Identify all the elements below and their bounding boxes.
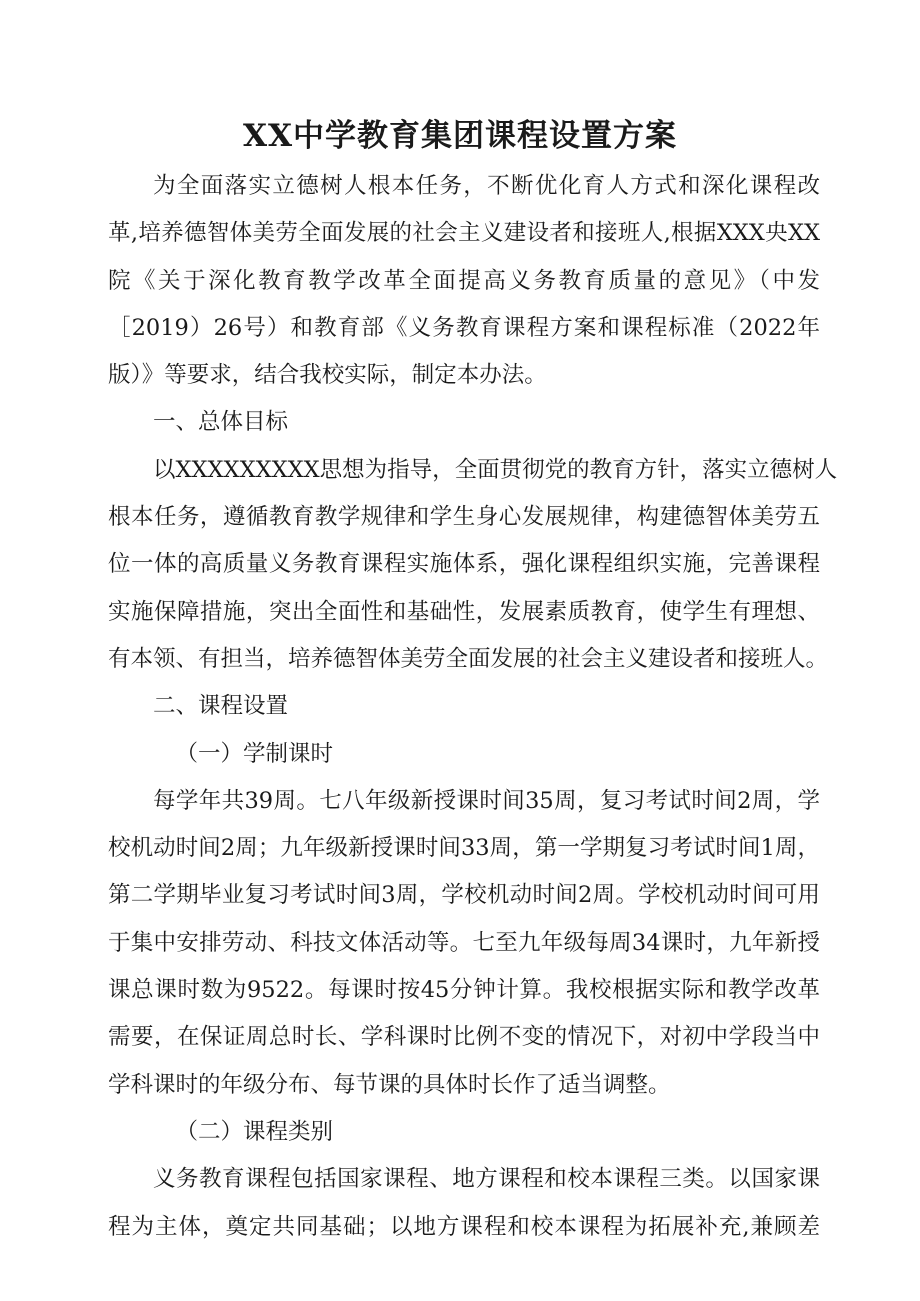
paragraph-line: 院《关于深化教育教学改革全面提高义务教育质量的意见》（中发 bbox=[108, 267, 820, 294]
subsection-heading-categories: （二）课程类别 bbox=[175, 1118, 334, 1145]
intro-paragraph bbox=[108, 163, 820, 399]
document-body bbox=[108, 163, 838, 1251]
paragraph-line: ［2019）26号）和教育部《义务教育课程方案和课程标准（2022年 bbox=[108, 314, 820, 341]
paragraph-line: 位一体的高质量义务教育课程实施体系，强化课程组织实施，完善课程 bbox=[108, 551, 820, 578]
paragraph-line: 需要，在保证周总时长、学科课时比例不变的情况下，对初中学段当中 bbox=[108, 1024, 820, 1051]
paragraph-line: 校机动时间2周；九年级新授课时间33周，第一学期复习考试时间1周， bbox=[108, 835, 820, 862]
paragraph-line: 第二学期毕业复习考试时间3周，学校机动时间2周。学校机动时间可用 bbox=[108, 882, 820, 909]
schedule-paragraph bbox=[108, 778, 820, 1109]
section-heading-courses: 二、课程设置 bbox=[153, 693, 289, 720]
section-heading-goals: 一、总体目标 bbox=[153, 409, 289, 436]
goals-paragraph bbox=[108, 447, 838, 683]
paragraph-line: 革,培养德智体美劳全面发展的社会主义建设者和接班人,根据XXX央XX bbox=[108, 220, 820, 247]
paragraph-line: 实施保障措施，突出全面性和基础性，发展素质教育，使学生有理想、 bbox=[108, 598, 820, 625]
paragraph-line: 程为主体，奠定共同基础；以地方课程和校本课程为拓展补充,兼顾差 bbox=[108, 1213, 820, 1240]
paragraph-line: 有本领、有担当，培养德智体美劳全面发展的社会主义建设者和接班人。 bbox=[108, 645, 829, 672]
paragraph-line: 课总课时数为9522。每课时按45分钟计算。我校根据实际和教学改革 bbox=[108, 977, 820, 1004]
categories-paragraph bbox=[108, 1156, 820, 1251]
paragraph-line: 学科课时的年级分布、每节课的具体时长作了适当调整。 bbox=[108, 1071, 671, 1098]
paragraph-line: 为全面落实立德树人根本任务，不断优化育人方式和深化课程改 bbox=[153, 173, 820, 199]
paragraph-line: 义务教育课程包括国家课程、地方课程和校本课程三类。以国家课 bbox=[153, 1166, 820, 1193]
document-title: XX中学教育集团课程设置方案 bbox=[242, 118, 678, 154]
subsection-heading-schedule: （一）学制课时 bbox=[175, 740, 334, 767]
paragraph-line: 于集中安排劳动、科技文体活动等。七至九年级每周34课时，九年新授 bbox=[108, 929, 820, 956]
paragraph-line: 根本任务，遵循教育教学规律和学生身心发展规律，构建德智体美劳五 bbox=[108, 504, 820, 531]
paragraph-line: 版）》等要求，结合我校实际，制定本办法。 bbox=[108, 362, 547, 389]
paragraph-line: 以XXXXXXXXX思想为指导，全面贯彻党的教育方针，落实立德树人 bbox=[153, 456, 838, 483]
paragraph-line: 每学年共39周。七八年级新授课时间35周，复习考试时间2周，学 bbox=[153, 787, 820, 814]
